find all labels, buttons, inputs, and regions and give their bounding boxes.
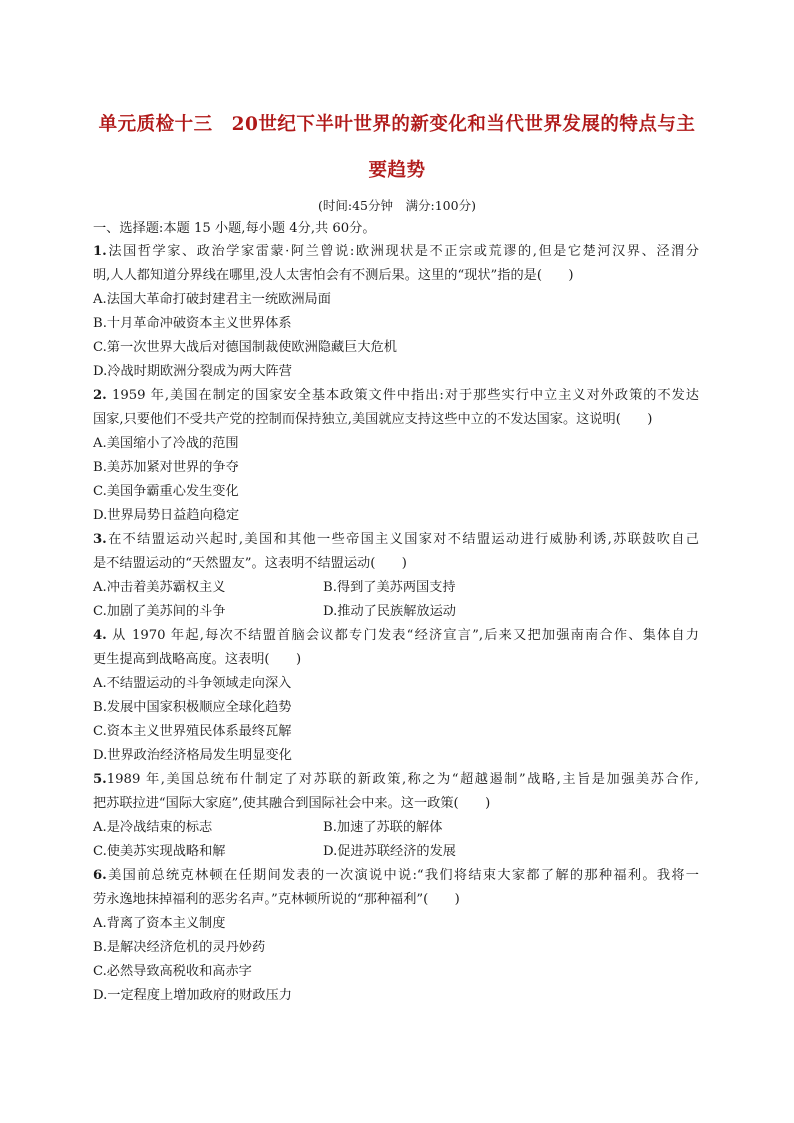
question-3-option-a: A.冲击着美苏霸权主义: [93, 580, 226, 595]
question-number: 1.: [93, 244, 107, 259]
question-4-line-1: 4. 从 1970 年起,每次不结盟首脑会议都专门发表“经济宣言”,后来又把加强南南合作、集体自力: [93, 628, 699, 643]
question-6-option-b: B.是解决经济危机的灵丹妙药: [93, 940, 266, 955]
question-5-option-d: D.促进苏联经济的发展: [323, 844, 456, 859]
question-4-option-b: B.发展中国家积极顺应全球化趋势: [93, 700, 292, 715]
question-1-option-a: A.法国大革命打破封建君主一统欧洲局面: [93, 292, 331, 307]
question-4-line-2: 更生提高到战略高度。这表明( ): [93, 652, 302, 667]
question-5-line-1: 5.1989 年,美国总统布什制定了对苏联的新政策,称之为“超越遏制”战略,主旨是加强美苏合作,: [93, 772, 699, 787]
question-2-line-1: 2. 1959 年,美国在制定的国家安全基本政策文件中指出:对于那些实行中立主义对外政策的不发达: [93, 388, 699, 403]
question-3-option-c: C.加剧了美苏间的斗争: [93, 604, 226, 619]
question-3-option-b: B.得到了美苏两国支持: [323, 580, 456, 595]
question-number: 5.: [93, 772, 107, 787]
question-number: 4.: [93, 628, 107, 643]
question-2-option-a: A.美国缩小了冷战的范围: [93, 436, 239, 451]
question-6-option-c: C.必然导致高税收和高赤字: [93, 964, 252, 979]
question-6-line-2: 劳永逸地抹掉福利的恶劣名声。”克林顿所说的“那种福利”( ): [93, 892, 460, 907]
question-3-line-2: 是不结盟运动的“天然盟友”。这表明不结盟运动( ): [93, 556, 407, 571]
question-5-option-c: C.使美苏实现战略和解: [93, 844, 226, 859]
question-5-line-2: 把苏联拉进“国际大家庭”,使其融合到国际社会中来。这一政策( ): [93, 796, 491, 811]
section-heading: 一、选择题:本题 15 小题,每小题 4分,共 60分。: [93, 221, 376, 236]
question-1-option-d: D.冷战时期欧洲分裂成为两大阵营: [93, 364, 292, 379]
question-2-line-2: 国家,只要他们不受共产党的控制而保持独立,美国就应支持这些中立的不发达国家。这说明( ): [93, 412, 653, 427]
page-title-continued: 要趋势: [368, 160, 426, 181]
question-2-option-d: D.世界局势日益趋向稳定: [93, 508, 240, 523]
question-4-option-d: D.世界政治经济格局发生明显变化: [93, 748, 292, 763]
question-4-option-a: A.不结盟运动的斗争领域走向深入: [93, 676, 292, 691]
question-number: 6.: [93, 868, 107, 883]
question-4-option-c: C.资本主义世界殖民体系最终瓦解: [93, 724, 292, 739]
question-3-option-d: D.推动了民族解放运动: [323, 604, 456, 619]
question-6-option-a: A.背离了资本主义制度: [93, 916, 226, 931]
question-6-line-1: 6.美国前总统克林顿在任期间发表的一次演说中说:“我们将结束大家都了解的那种福利。我将一: [93, 868, 699, 883]
exam-time-score: (时间:45分钟 满分:100分): [318, 198, 476, 213]
question-number: 2.: [93, 388, 107, 403]
question-2-option-c: C.美国争霸重心发生变化: [93, 484, 239, 499]
question-number: 3.: [93, 532, 107, 547]
question-1-option-b: B.十月革命冲破资本主义世界体系: [93, 316, 292, 331]
question-1-line-1: 1.法国哲学家、政治学家雷蒙·阿兰曾说:欧洲现状是不正宗或荒谬的,但是它楚河汉界、泾渭分: [93, 244, 699, 259]
question-3-line-1: 3.在不结盟运动兴起时,美国和其他一些帝国主义国家对不结盟运动进行威胁利诱,苏联鼓吹自己: [93, 532, 699, 547]
page-title: 单元质检十三 20世纪下半叶世界的新变化和当代世界发展的特点与主: [98, 114, 696, 135]
question-5-option-a: A.是冷战结束的标志: [93, 820, 213, 835]
question-5-option-b: B.加速了苏联的解体: [323, 820, 443, 835]
question-1-line-2: 明,人人都知道分界线在哪里,没人太害怕会有不测后果。这里的“现状”指的是( ): [93, 268, 574, 283]
question-1-option-c: C.第一次世界大战后对德国制裁使欧洲隐藏巨大危机: [93, 340, 397, 355]
question-2-option-b: B.美苏加紧对世界的争夺: [93, 460, 239, 475]
question-6-option-d: D.一定程度上增加政府的财政压力: [93, 988, 292, 1003]
